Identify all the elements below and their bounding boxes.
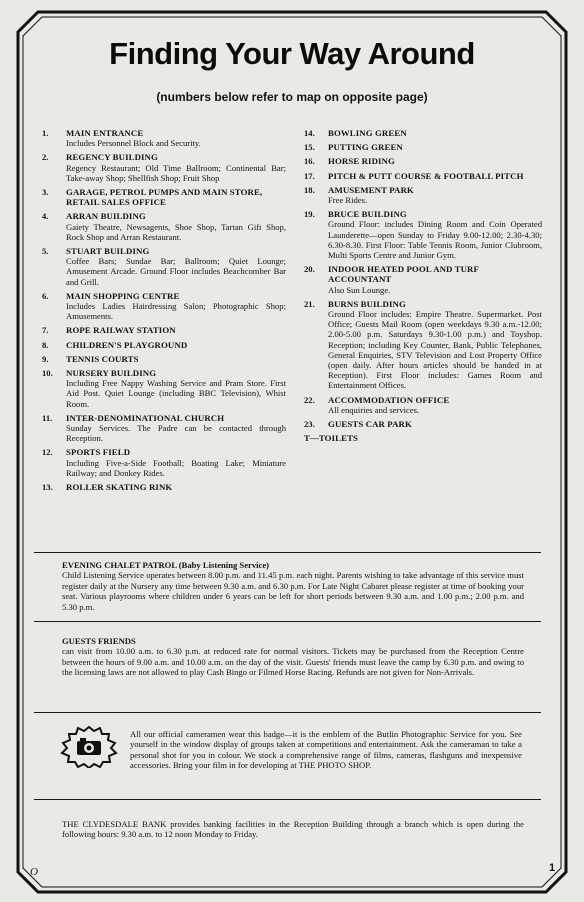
entry-number: 11.: [42, 412, 53, 423]
section-divider: [34, 552, 541, 553]
notice-title: GUESTS FRIENDS: [62, 636, 136, 646]
entry-number: 20.: [304, 264, 315, 275]
bank-notice: [62, 819, 524, 840]
directory-entry: [304, 395, 542, 415]
directory-entry: [42, 447, 286, 478]
entry-number: 14.: [304, 128, 315, 138]
entry-name: NURSERY BUILDING: [66, 368, 157, 379]
camera-badge-icon: [58, 724, 120, 768]
entry-name: GARAGE, PETROL PUMPS AND MAIN STORE, RETAIL SALES OFFICE: [66, 187, 263, 208]
notice-text: THE CLYDESDALE BANK provides banking facilities in the Reception Building through a branch which is open during the following hours: 9.30 a.m. to 12 noon Monday to Friday.: [62, 819, 524, 840]
entry-number: 3.: [42, 187, 49, 198]
entry-number: 17.: [304, 170, 315, 181]
notice-text: can visit from 10.00 a.m. to 6.30 p.m. at reduced rate for normal visitors. Tickets may be purchased from the Reception Centre between the hours of 9.00 a.m. and 10.00 a.m. on the day of the visit. Guests' friends must leave the camp by 6.30 p.m. and owing to the licensing laws are not allowed to play Cash Bingo or Filmed Horse Racing. Refunds are not given for Non-Arrivals.: [62, 646, 524, 678]
entry-name: BURNS BUILDING: [328, 298, 406, 309]
entry-number: 2.: [42, 152, 49, 163]
entry-number: 12.: [42, 447, 53, 458]
page-title: Finding Your Way Around: [109, 36, 475, 71]
section-divider: [34, 712, 541, 713]
entry-number: 7.: [42, 325, 49, 336]
entry-description: Coffee Bars; Sundae Bar; Ballroom; Quiet Lounge; Amusement Arcade. Ground Floor includes Beachcomber Bar and Grill.: [66, 256, 286, 287]
entry-description: Gaiety Theatre, Newsagents, Shoe Shop, Tartan Gift Shop, Rock Shop and Arran Restaurant.: [66, 221, 286, 242]
directory-entry: [304, 264, 542, 295]
directory-entry: [304, 185, 542, 205]
left-directory-column: [42, 128, 286, 496]
entry-name: ROPE RAILWAY STATION: [66, 325, 176, 336]
page-number-right: 1: [549, 862, 556, 874]
entry-number: 6.: [42, 290, 49, 301]
entry-description: Including Five-a-Side Football; Boating Lake; Miniature Railway; and Donkey Rides.: [66, 457, 286, 478]
entry-name: T—TOILETS: [304, 433, 359, 444]
entry-name: INDOOR HEATED POOL AND TURF ACCOUNTANT: [328, 264, 479, 285]
entry-description: Includes Personnel Block and Security.: [66, 138, 201, 149]
directory-entry: [304, 419, 542, 429]
entry-name: STUART BUILDING: [66, 246, 150, 257]
directory-entry: [42, 354, 286, 364]
entry-number: 5.: [42, 246, 49, 257]
directory-entry: [304, 142, 542, 152]
entry-name: TENNIS COURTS: [66, 353, 139, 364]
directory-entry: [304, 299, 542, 391]
entry-name: SPORTS FIELD: [66, 447, 131, 458]
directory-entry: [42, 187, 286, 207]
page-subtitle: (numbers below refer to map on opposite page): [156, 90, 428, 104]
directory-entry: [42, 325, 286, 335]
directory-entry: [42, 128, 286, 148]
entry-name: AMUSEMENT PARK: [328, 184, 414, 195]
notice-title: [62, 560, 524, 570]
photo-service-notice: [130, 729, 522, 771]
entry-number: 9.: [42, 353, 49, 364]
entry-name: PITCH & PUTT COURSE & FOOTBALL PITCH: [328, 170, 524, 181]
entry-description: All enquiries and services.: [328, 404, 420, 415]
entry-number: 15.: [304, 142, 315, 153]
notice-heading: EVENING CHALET PATROL: [62, 560, 177, 570]
entry-description: Including Free Nappy Washing Service and Pram Store. First Aid Post. Quiet Lounge (including BBC Television), Whist Room.: [66, 378, 286, 409]
directory-entry: [42, 291, 286, 322]
entry-number: 8.: [42, 339, 49, 350]
entry-number: 10.: [42, 368, 53, 379]
directory-entry: [42, 340, 286, 350]
directory-entry: [304, 171, 542, 181]
entry-name: CHILDREN'S PLAYGROUND: [66, 339, 188, 350]
directory-entry: [304, 209, 542, 260]
directory-entry: [42, 246, 286, 287]
entry-description: Ground Floor: includes Dining Room and Coin Operated Launderette—open Sunday to Friday 9.00-12.00; 2.30-4.30; 6.30-8.30. First Floor: Table Tennis Room, Junior Clubroom, Multi Sports Centre and Junior Gym.: [328, 219, 542, 261]
entry-name: MAIN ENTRANCE: [66, 128, 144, 138]
entry-number: 22.: [304, 394, 315, 405]
entry-name: PUTTING GREEN: [328, 142, 403, 153]
entry-name: ACCOMMODATION OFFICE: [328, 394, 450, 405]
entry-description: Regency Restaurant; Old Time Ballroom; Continental Bar; Take-away Shop; Shellfish Shop; Fruit Shop: [66, 162, 286, 183]
entry-name: HORSE RIDING: [328, 156, 395, 167]
right-directory-column: [304, 128, 542, 447]
section-divider: [34, 799, 541, 800]
entry-name: ARRAN BUILDING: [66, 211, 146, 222]
directory-entry: [304, 156, 542, 166]
entry-description: Also Sun Lounge.: [328, 284, 391, 295]
directory-entry: [42, 152, 286, 183]
entry-name: BOWLING GREEN: [328, 128, 407, 138]
chalet-patrol-notice: [62, 560, 524, 612]
page-number-left: O: [30, 866, 38, 878]
entry-number: 13.: [42, 482, 53, 493]
entry-number: 18.: [304, 184, 315, 195]
directory-entry: [304, 128, 542, 138]
entry-name: REGENCY BUILDING: [66, 152, 158, 163]
directory-entry: [42, 368, 286, 409]
directory-entry: [42, 413, 286, 444]
notice-subheading: (Baby Listening Service): [178, 560, 269, 570]
entry-name: GUESTS CAR PARK: [328, 419, 412, 430]
entry-number: 4.: [42, 211, 49, 222]
entry-name: INTER-DENOMINATIONAL CHURCH: [66, 412, 225, 423]
entry-name: ROLLER SKATING RINK: [66, 482, 173, 493]
guests-friends-notice: [62, 636, 524, 678]
entry-number: 19.: [304, 209, 315, 220]
entry-description: Includes Ladies Hairdressing Salon; Photographic Shop; Amusements.: [66, 301, 286, 322]
notice-text: All our official cameramen wear this badge—it is the emblem of the Butlin Photographic Service for you. See yourself in the window display of groups taken at competitions and entertainment. Ask the cameraman to take a personal shot for you in colour. We stock a comprehensive range of films, cameras, flashguns and inexpensive accessories. Bring your film in for developing at THE PHOTO SHOP.: [130, 729, 522, 771]
entry-number: 16.: [304, 156, 315, 167]
entry-description: Free Rides.: [328, 195, 368, 206]
directory-entry: [304, 433, 542, 443]
entry-name: BRUCE BUILDING: [328, 209, 407, 220]
entry-number: 23.: [304, 419, 315, 430]
entry-description: Sunday Services. The Padre can be contacted through Reception.: [66, 423, 286, 444]
directory-entry: [42, 211, 286, 242]
entry-number: 1.: [42, 128, 49, 138]
section-divider: [34, 621, 541, 622]
entry-description: Ground Floor includes: Empire Theatre. Supermarket. Post Office; Guests Mail Room (open weekdays 9.30 a.m.-12.00; 2.00-5.00 p.m. Saturdays 9.30-1.00 p.m.) and Toyshop. Reception; including Key Counter, Bank, Public Telephones, General Enquiries, STV Television and Lost Property Office (open daily. After hours articles should be handed in at Reception). First Floor includes: Games Room and Entertainment Offices.: [328, 309, 542, 391]
entry-name: MAIN SHOPPING CENTRE: [66, 290, 180, 301]
directory-entry: [42, 482, 286, 492]
notice-text: Child Listening Service operates between 8.00 p.m. and 11.45 p.m. each night. Parents wishing to take advantage of this service must register daily at the Nursery any time between 9.30 a.m. and 6.30 p.m. For Late Night Cabaret please register at time of booking your seat. Various playrooms where children under 6 years can be left for short periods between 9.30 a.m. and 1.00 p.m.; 2.00 p.m. and 5.30 p.m.: [62, 570, 524, 612]
entry-number: 21.: [304, 298, 315, 309]
